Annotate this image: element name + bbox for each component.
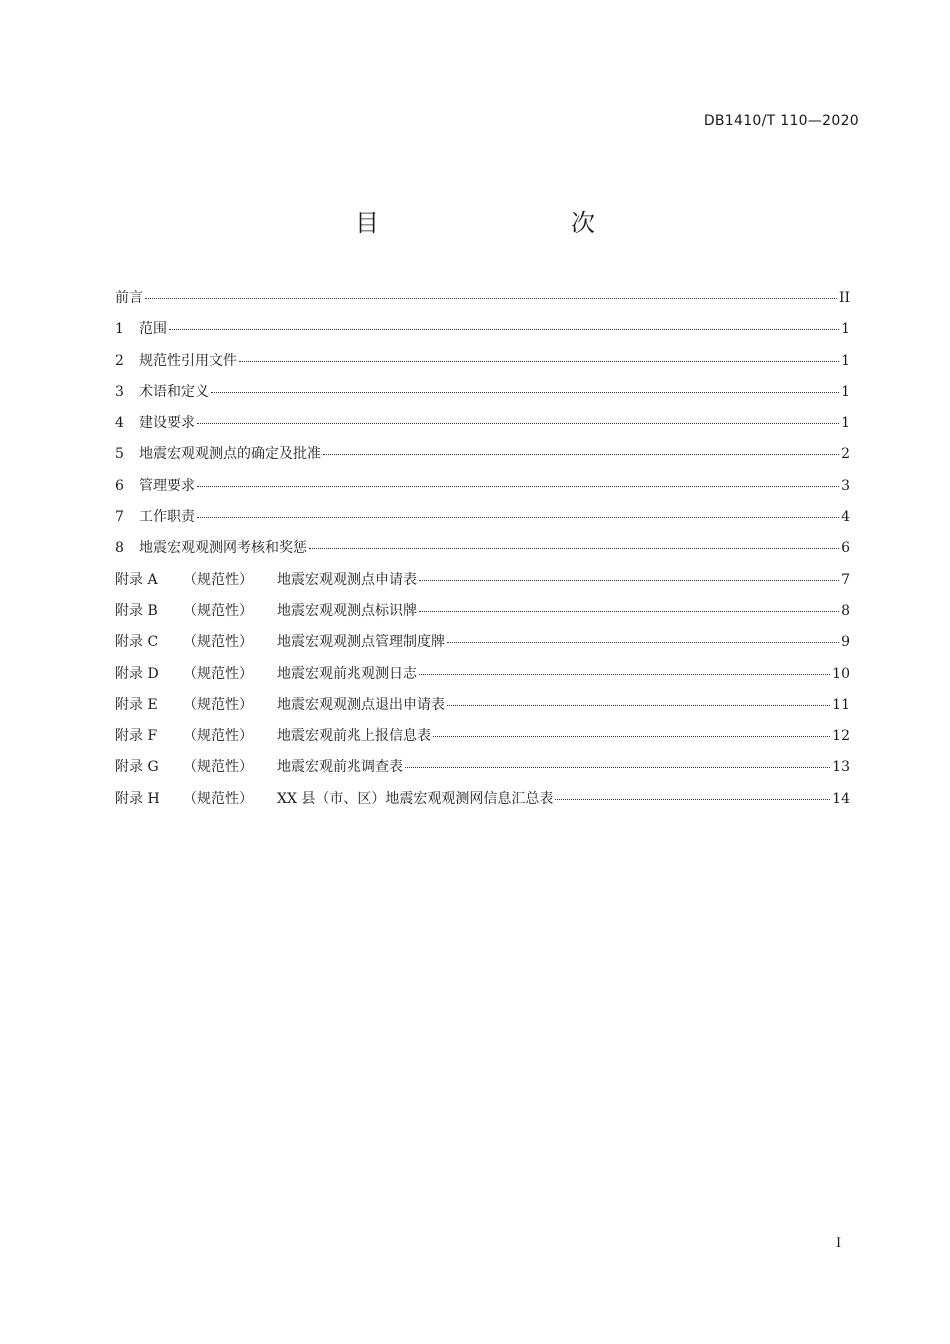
toc-entry-page: 13 [832, 759, 850, 776]
toc-entry-title: 建设要求 [139, 415, 195, 432]
annex-title: 地震宏观观测点退出申请表 [277, 696, 445, 713]
toc-annex-b[interactable] [115, 600, 850, 631]
annex-title: 地震宏观观测点标识牌 [277, 602, 417, 619]
toc-entry-number: 7 [115, 509, 124, 526]
annex-title: 地震宏观前兆上报信息表 [277, 728, 431, 745]
toc-entry-1[interactable] [115, 318, 850, 349]
toc-entry-4[interactable] [115, 412, 850, 443]
toc-leader [145, 298, 837, 299]
toc-leader [447, 642, 839, 643]
toc-entry-title: 管理要求 [139, 477, 195, 494]
annex-label: 附录 C [115, 634, 159, 651]
toc-leader [197, 517, 839, 518]
annex-type: （规范性） [183, 602, 253, 619]
annex-type: （规范性） [183, 728, 253, 745]
annex-title: XX 县（市、区）地震宏观观测网信息汇总表 [277, 790, 554, 807]
toc-leader [419, 674, 830, 675]
toc-entry-title: 术语和定义 [139, 383, 209, 400]
document-code: DB1410/T 110—2020 [703, 113, 859, 129]
toc-annex-f[interactable] [115, 725, 850, 756]
toc-leader [447, 705, 830, 706]
toc-leader [419, 611, 839, 612]
toc-annex-g[interactable] [115, 756, 850, 787]
toc-entry-title: 地震宏观观测网考核和奖惩 [139, 540, 307, 557]
annex-title: 地震宏观前兆调查表 [277, 759, 403, 776]
toc-entry-page: 10 [832, 665, 850, 682]
toc-entry-page: 14 [832, 790, 850, 807]
toc-entry-page: 9 [841, 634, 850, 651]
footer-page-number: I [836, 1236, 842, 1251]
annex-type: （规范性） [183, 790, 253, 807]
annex-title: 地震宏观观测点申请表 [277, 571, 417, 588]
toc-leader [211, 392, 839, 393]
toc-entry-page: II [838, 290, 850, 306]
toc-entry-page: 1 [841, 383, 850, 400]
annex-type: （规范性） [183, 759, 253, 776]
toc-entry-number: 5 [115, 446, 124, 463]
toc-entry-foreword[interactable] [115, 287, 850, 318]
toc-entry-7[interactable] [115, 506, 850, 537]
toc-entry-number: 8 [115, 540, 124, 557]
toc-annex-d[interactable] [115, 663, 850, 694]
toc-entry-number: 6 [115, 477, 124, 494]
toc-entry-page: 11 [832, 696, 850, 713]
annex-label: 附录 D [115, 665, 159, 682]
toc-entry-title: 工作职责 [139, 509, 195, 526]
toc-entry-number: 1 [115, 321, 124, 338]
annex-label: 附录 E [115, 696, 158, 713]
toc-leader [169, 329, 839, 330]
toc-entry-page: 4 [841, 509, 850, 526]
toc-entry-page: 2 [841, 446, 850, 463]
toc-entry-8[interactable] [115, 537, 850, 568]
annex-label: 附录 F [115, 728, 158, 745]
toc-annex-a[interactable] [115, 569, 850, 600]
toc-entry-page: 1 [841, 352, 850, 369]
toc-leader [405, 767, 830, 768]
annex-title: 地震宏观观测点管理制度牌 [277, 634, 445, 651]
toc-entry-title: 范围 [139, 321, 167, 338]
toc-leader [197, 423, 839, 424]
toc-entry-title: 前言 [115, 290, 143, 306]
toc-leader [419, 580, 839, 581]
toc-entry-2[interactable] [115, 350, 850, 381]
toc-title: 目 次 [355, 209, 643, 237]
annex-type: （规范性） [183, 696, 253, 713]
table-of-contents [115, 287, 850, 819]
toc-leader [323, 454, 839, 455]
toc-entry-title: 地震宏观观测点的确定及批准 [139, 446, 321, 463]
toc-entry-page: 8 [841, 602, 850, 619]
toc-entry-page: 6 [841, 540, 850, 557]
toc-entry-page: 1 [841, 415, 850, 432]
toc-entry-3[interactable] [115, 381, 850, 412]
annex-type: （规范性） [183, 665, 253, 682]
toc-entry-number: 4 [115, 415, 124, 432]
toc-entry-6[interactable] [115, 475, 850, 506]
annex-title: 地震宏观前兆观测日志 [277, 665, 417, 682]
toc-leader [433, 736, 830, 737]
annex-label: 附录 B [115, 602, 158, 619]
toc-entry-page: 7 [841, 571, 850, 588]
annex-type: （规范性） [183, 571, 253, 588]
toc-entry-page: 1 [841, 321, 850, 338]
toc-entry-page: 3 [841, 477, 850, 494]
toc-leader [239, 361, 839, 362]
annex-label: 附录 H [115, 790, 160, 807]
toc-entry-page: 12 [832, 728, 850, 745]
toc-annex-c[interactable] [115, 631, 850, 662]
toc-entry-number: 3 [115, 383, 124, 400]
toc-entry-number: 2 [115, 352, 124, 369]
toc-leader [555, 799, 830, 800]
annex-type: （规范性） [183, 634, 253, 651]
annex-label: 附录 A [115, 571, 158, 588]
toc-annex-e[interactable] [115, 694, 850, 725]
toc-leader [197, 486, 839, 487]
toc-annex-h[interactable] [115, 788, 850, 819]
toc-leader [309, 548, 839, 549]
toc-entry-5[interactable] [115, 443, 850, 474]
annex-label: 附录 G [115, 759, 159, 776]
toc-entry-title: 规范性引用文件 [139, 352, 237, 369]
